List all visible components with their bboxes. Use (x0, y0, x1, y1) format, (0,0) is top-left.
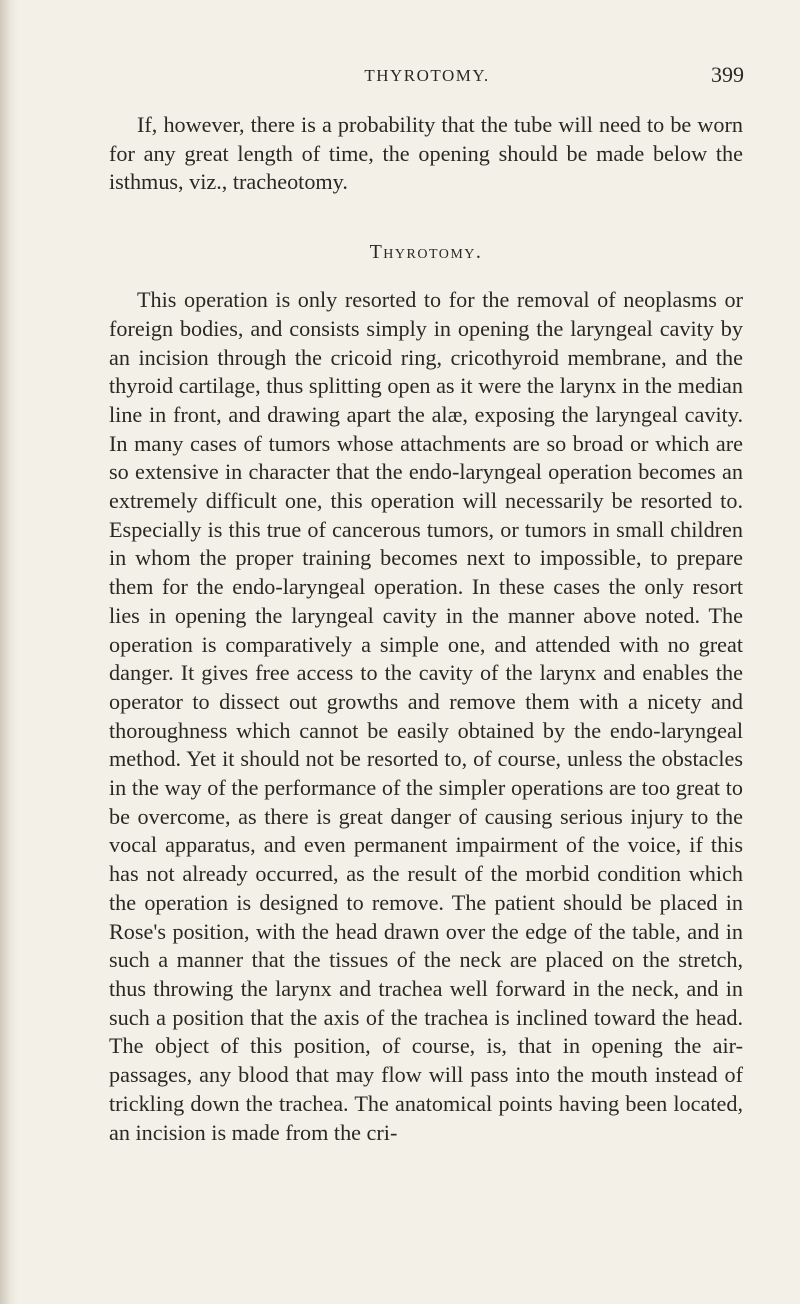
page-number: 399 (711, 62, 744, 87)
running-head: THYROTOMY. (364, 66, 490, 85)
main-paragraph: This operation is only resorted to for the removal of neoplasms or foreign bodies, and consists simply in opening the laryngeal cavity by an incision through the cricoid ring, cricothyroid membrane, and the thyroid cartilage, thus splitting open as it were the larynx in the median line in front, and drawing apart the alæ, exposing the laryngeal cavity. In many cases of tumors whose attachments are so broad or which are so extensive in character that the endo-laryngeal operation becomes an extremely difficult one, this operation will necessarily be resorted to. Especially is this true of cancerous tumors, or tumors in small children in whom the proper training becomes next to impossible, to prepare them for the endo-laryngeal operation. In these cases the only resort lies in opening the laryngeal cavity in the manner above noted. The operation is comparatively a simple one, and attended with no great danger. It gives free access to the cavity of the larynx and enables the operator to dissect out growths and remove them with a nicety and thoroughness which cannot be easily obtained by the endo-laryngeal method. Yet it should not be resorted to, of course, unless the obstacles in the way of the performance of the simpler operations are too great to be overcome, as there is great danger of causing serious injury to the vocal apparatus, and even permanent impairment of the voice, if this has not already occurred, as the result of the morbid condition which the operation is designed to remove. The patient should be placed in Rose's position, with the head drawn over the edge of the table, and in such a manner that the tissues of the neck are placed on the stretch, thus throwing the larynx and trachea well forward in the neck, and in such a position that the axis of the trachea is inclined toward the head. The object of this position, of course, is, that in opening the air-passages, any blood that may flow will pass into the mouth instead of trickling down the trachea. The anatomical points having been located, an incision is made from the cri- (109, 287, 743, 1145)
body-text (109, 111, 743, 1147)
page-binding-edge (0, 0, 18, 1304)
section-heading: Thyrotomy. (369, 241, 483, 264)
intro-paragraph: If, however, there is a probability that the tube will need to be worn for any great length of time, the opening should be made below the isthmus, viz., tracheotomy. (109, 112, 743, 195)
page-header (110, 62, 744, 92)
